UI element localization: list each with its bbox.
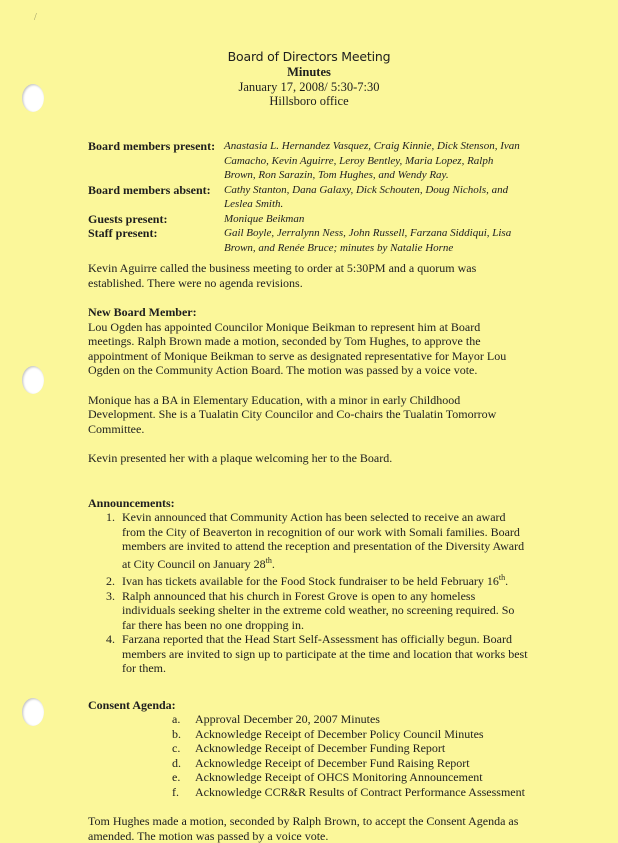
binder-hole-bottom: [22, 698, 44, 726]
new-member-bio: Monique has a BA in Elementary Education, with a minor in early Childhood Development. She is a Tualatin City Councilor and Co-chairs the Tualatin Tomorrow Committee.: [88, 392, 497, 436]
announcements-heading: Announcements:: [88, 495, 175, 510]
attendance-row: [88, 212, 528, 227]
announcements-list: [88, 510, 528, 676]
pencil-mark: /: [34, 12, 37, 23]
consent-closing-paragraph: Tom Hughes made a motion, seconded by Ralph Brown, to accept the Consent Agenda as amended. The motion was passed by a voice vote.: [88, 814, 519, 843]
opening-paragraph: Kevin Aguirre called the business meeting to order at 5:30PM and a quorum was established. There were no agenda revisions.: [88, 261, 477, 290]
attendance-label: Guests present:: [88, 211, 168, 226]
plaque-paragraph: Kevin presented her with a plaque welcoming her to the Board.: [88, 451, 393, 465]
announcement-item: 1. Kevin announced that Community Action has been selected to receive an award from the City of Beaverton in recognition of our work with Somali families. Board members are invited to attend the reception and presentation of the Diversity Award at City Council on January 28th.: [118, 510, 528, 571]
attendance-label: Board members present:: [88, 139, 216, 153]
binder-hole-middle: [22, 366, 44, 394]
attendance-label: Board members absent:: [88, 182, 211, 197]
attendance-block: [88, 139, 528, 255]
attendance-row: [88, 139, 528, 183]
consent-agenda-list: [88, 712, 528, 799]
agenda-item: d. Acknowledge Receipt of December Fund Raising Report: [172, 755, 470, 770]
agenda-item: f. Acknowledge CCR&R Results of Contract Performance Assessment: [172, 784, 525, 799]
announcement-item: 3. Ralph announced that his church in Forest Grove is open to any homeless individuals seeking shelter in the extreme cold weather, no screening required. So far there has been no one dropping in.: [118, 589, 528, 633]
new-member-heading: New Board Member:: [88, 305, 197, 319]
document-title: Board of Directors Meeting: [227, 49, 391, 64]
agenda-item: e. Acknowledge Receipt of OHCS Monitoring Announcement: [172, 770, 483, 784]
meeting-date-time: January 17, 2008/ 5:30-7:30: [238, 80, 380, 94]
minutes-body: [88, 261, 528, 843]
attendance-value: Gail Boyle, Jerralynn Ness, John Russell, Farzana Siddiqui, Lisa Brown, and Renée Bruce; minutes by Natalie Horne: [224, 227, 512, 254]
announcement-item: 2. Ivan has tickets available for the Food Stock fundraiser to be held February 16th.: [118, 571, 528, 589]
consent-agenda-heading: Consent Agenda:: [88, 697, 176, 712]
attendance-row: [88, 226, 528, 255]
attendance-value: Monique Beikman: [224, 212, 305, 225]
agenda-item: a. Approval December 20, 2007 Minutes: [172, 712, 380, 726]
agenda-item: c. Acknowledge Receipt of December Funding Report: [172, 741, 446, 755]
agenda-item: b. Acknowledge Receipt of December Policy Council Minutes: [172, 726, 484, 741]
announcement-item: 4. Farzana reported that the Head Start Self-Assessment has officially begun. Board members are invited to sign up to participate at the time and location that works best for them.: [118, 632, 528, 676]
attendance-value: Anastasia L. Hernandez Vasquez, Craig Kinnie, Dick Stenson, Ivan Camacho, Kevin Aguirre, Leroy Bentley, Maria Lopez, Ralph Brown, Ron Sarazin, Tom Hughes, and Wendy Ray.: [224, 140, 520, 181]
attendance-value: Cathy Stanton, Dana Galaxy, Dick Schouten, Doug Nichols, and Leslea Smith.: [224, 183, 509, 210]
attendance-label: Staff present:: [88, 226, 158, 240]
document-subtitle: Minutes: [287, 65, 331, 79]
new-member-paragraph: Lou Ogden has appointed Councilor Monique Beikman to represent him at Board meetings. Ralph Brown made a motion, seconded by Tom Hughes, to approve the appointment of Monique Beikman to serve as designated representative for Mayor Lou Ogden on the Community Action Board. The motion was passed by a voice vote.: [88, 319, 507, 377]
document-header: [0, 49, 618, 108]
meeting-location: Hillsboro office: [269, 94, 349, 108]
attendance-row: [88, 183, 528, 212]
